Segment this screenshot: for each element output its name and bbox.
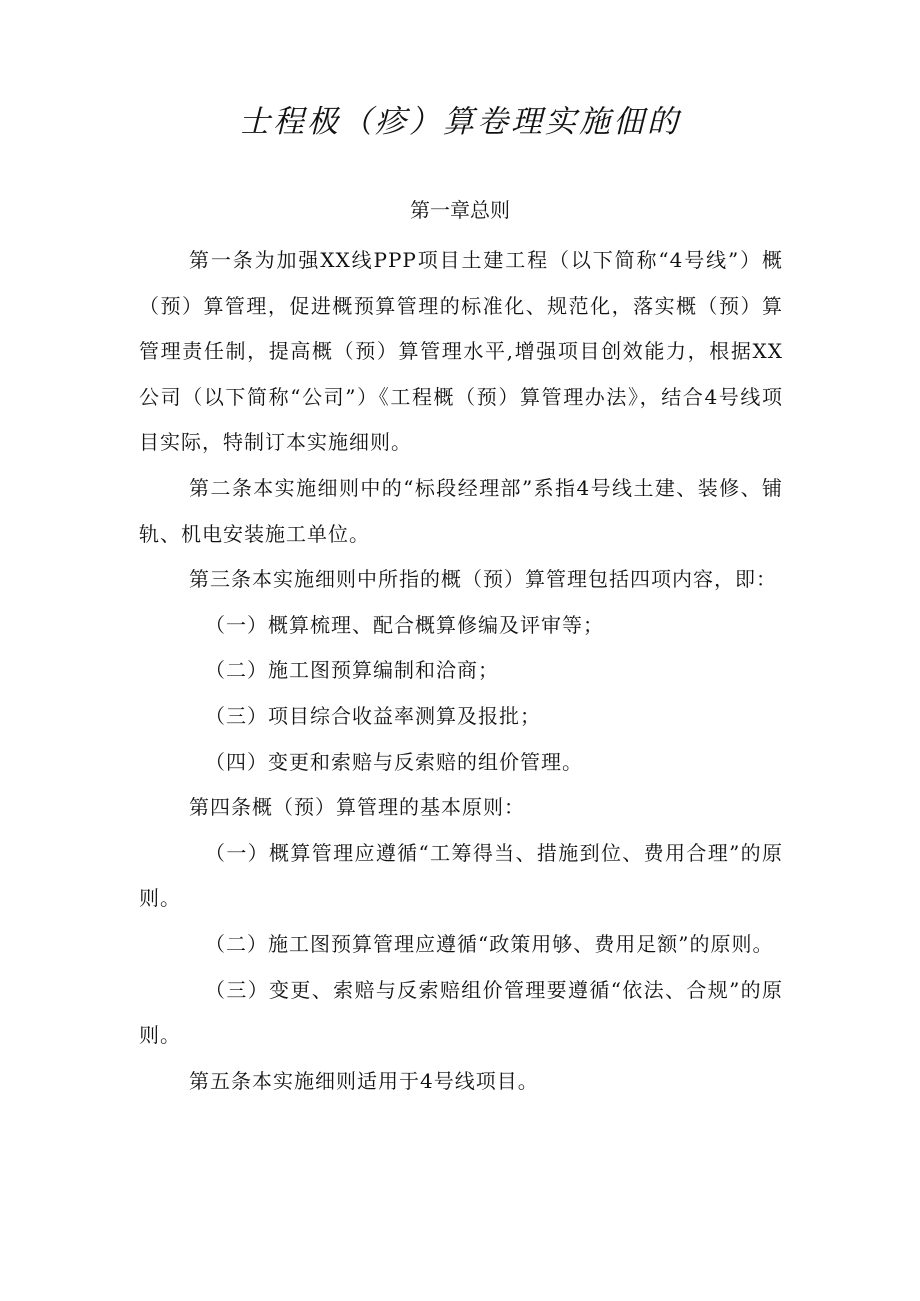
article-3-item-3: （三）项目综合收益率测算及报批； bbox=[205, 703, 541, 728]
article-3-item-1: （一）概算梳理、配合概算修编及评审等； bbox=[205, 612, 604, 637]
document-title: 士程极（疹）算卷理实施佃的 bbox=[239, 104, 681, 140]
article-2: 第二条本实施细则中的“标段经理部”系指4号线土建、装修、铺轨、机电安装施工单位。 bbox=[139, 475, 783, 546]
article-4-item-3: （三）变更、索赔与反索赔组价管理要遵循“依法、合规”的原则。 bbox=[139, 977, 783, 1048]
article-4-item-2: （二）施工图预算管理应遵循“政策用够、费用足额”的原则。 bbox=[205, 931, 774, 956]
article-4: 第四条概（预）算管理的基本原则： bbox=[189, 795, 525, 820]
document-body bbox=[139, 238, 783, 1104]
article-3-item-4: （四）变更和索赔与反索赔的组价管理。 bbox=[205, 749, 583, 774]
article-3-item-2: （二）施工图预算编制和洽商； bbox=[205, 658, 499, 683]
article-1: 第一条为加强XX线PPP项目土建工程（以下简称“4号线”）概（预）算管理，促进概预算管理的标准化、规范化，落实概（预）算管理责任制，提高概（预）算管理水平,增强项目创效能力，根据XX公司（以下简称“公司”）《工程概（预）算管理办法》，结合4号线项目实际，特制订本实施细则。 bbox=[139, 248, 783, 455]
chapter-heading: 第一章总则 bbox=[410, 198, 510, 222]
article-3: 第三条本实施细则中所指的概（预）算管理包括四项内容，即： bbox=[189, 567, 777, 592]
article-5: 第五条本实施细则适用于4号线项目。 bbox=[189, 1068, 539, 1093]
article-4-item-1: （一）概算管理应遵循“工筹得当、措施到位、费用合理”的原则。 bbox=[139, 840, 783, 911]
